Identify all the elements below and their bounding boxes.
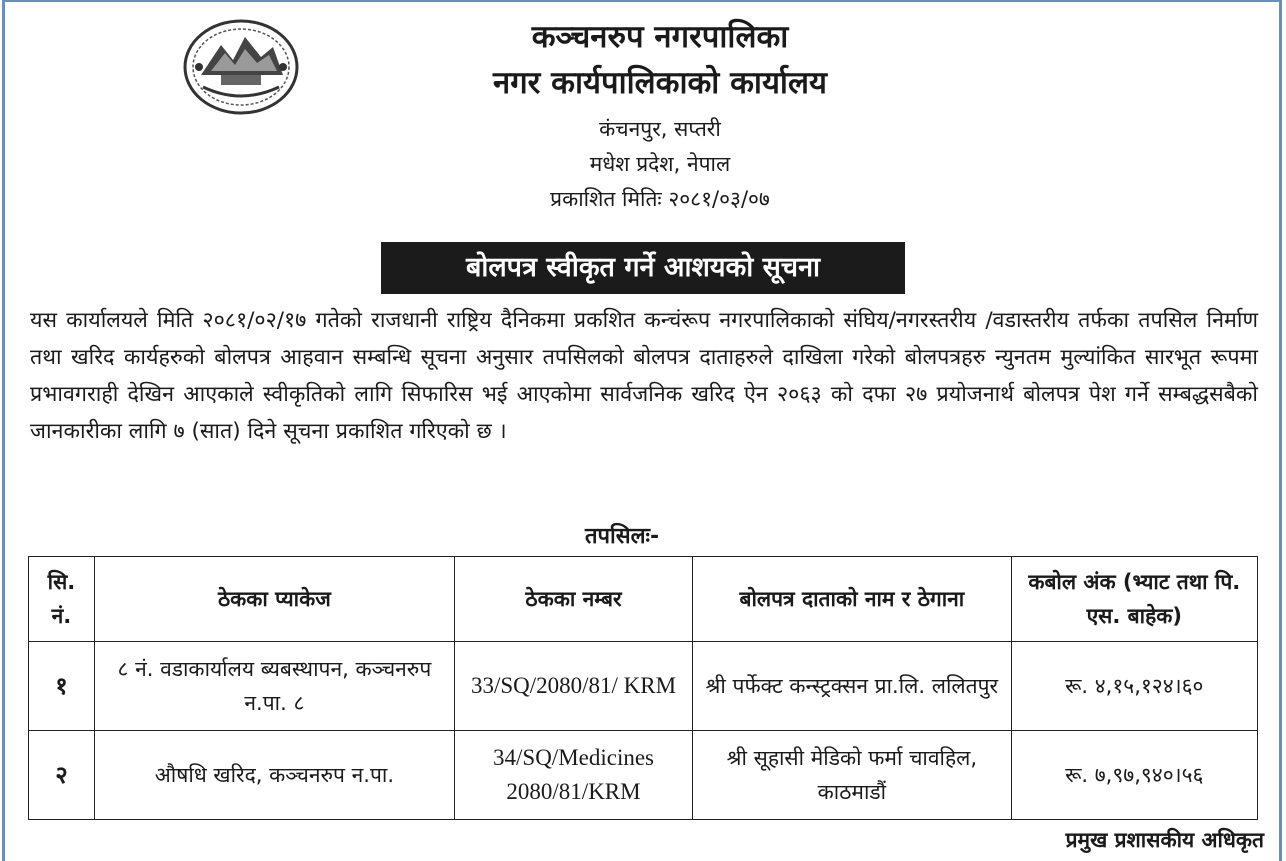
notice-body: यस कार्यालयले मिति २०८१/०२/१७ गतेको राजधानी राष्ट्रिय दैनिकमा प्रकशित कन्चंरूप नगरपालिकाको संघिय/नगरस्तरीय /वडास्तरीय तर्फका तपसिल निर्माण तथा खरिद कार्यहरुको बोलपत्र आहवान सम्बन्धि सूचना अनुसार तपसिलको बोलपत्र दाताहरुले दाखिला गरेको बोलपत्रहरु न्युनतम मुल्यांकित सारभूत रूपमा प्रभावगराही देखिन आएकाले स्वीकृतिको लागि सिफारिस भई आएकोमा सार्वजनिक खरिद ऐन २०६३ को दफा २७ प्रयोजनार्थ बोलपत्र पेश गर्ने सम्बद्धसबैको जानकारीका लागि ७ (सात) दिने सूचना प्रकाशित गरिएको छ । xyxy=(30,308,1258,444)
letterhead xyxy=(380,14,940,217)
header-serial: सि. नं. xyxy=(29,557,95,642)
details-label: तपसिलः- xyxy=(585,524,660,549)
header-bidder: बोलपत्र दाताको नाम र ठेगाना xyxy=(693,557,1011,642)
municipality-name: कञ्चनरुप नगरपालिका xyxy=(531,19,789,55)
row-amount: रू. ४,१५,१२४।६० xyxy=(1011,642,1257,731)
row-bidder: श्री सूहासी मेडिको फर्मा चावहिल, काठमाडौं xyxy=(693,731,1011,820)
row-package: ८ नं. वडाकार्यालय ब्यबस्थापन, कञ्चनरुप न.पा. ८ xyxy=(94,642,454,731)
row-bidder: श्री पर्फेक्ट कन्स्ट्रक्सन प्रा.लि. ललितपुर xyxy=(693,642,1011,731)
row-serial: १ xyxy=(29,642,95,731)
header-package: ठेकका प्याकेज xyxy=(94,557,454,642)
municipality-emblem-icon xyxy=(181,15,301,115)
table-header-row xyxy=(29,557,1258,642)
row-serial: २ xyxy=(29,731,95,820)
bid-table xyxy=(28,556,1258,820)
table-row xyxy=(29,731,1258,820)
row-package: औषधि खरिद, कञ्चनरुप न.पा. xyxy=(94,731,454,820)
address-line-2: मधेश प्रदेश, नेपाल xyxy=(589,152,731,176)
row-contract-number: 33/SQ/2080/81/ KRM xyxy=(454,642,692,731)
row-contract-number: 34/SQ/Medicines 2080/81/KRM xyxy=(454,731,692,820)
table-row xyxy=(29,642,1258,731)
office-name: नगर कार्यपालिकाको कार्यालय xyxy=(493,65,827,101)
notice-title: बोलपत्र स्वीकृत गर्ने आशयको सूचना xyxy=(381,242,905,294)
published-date: प्रकाशित मितिः २०८१/०३/०७ xyxy=(550,187,770,211)
address-line-1: कंचनपुर, सप्तरी xyxy=(599,117,721,141)
signatory-title: प्रमुख प्रशासकीय अधिकृत xyxy=(1065,828,1264,852)
header-amount: कबोल अंक (भ्याट तथा पि. एस. बाहेक) xyxy=(1011,557,1257,642)
row-amount: रू. ७,९७,९४०।५६ xyxy=(1011,731,1257,820)
header-contract-number: ठेकका नम्बर xyxy=(454,557,692,642)
